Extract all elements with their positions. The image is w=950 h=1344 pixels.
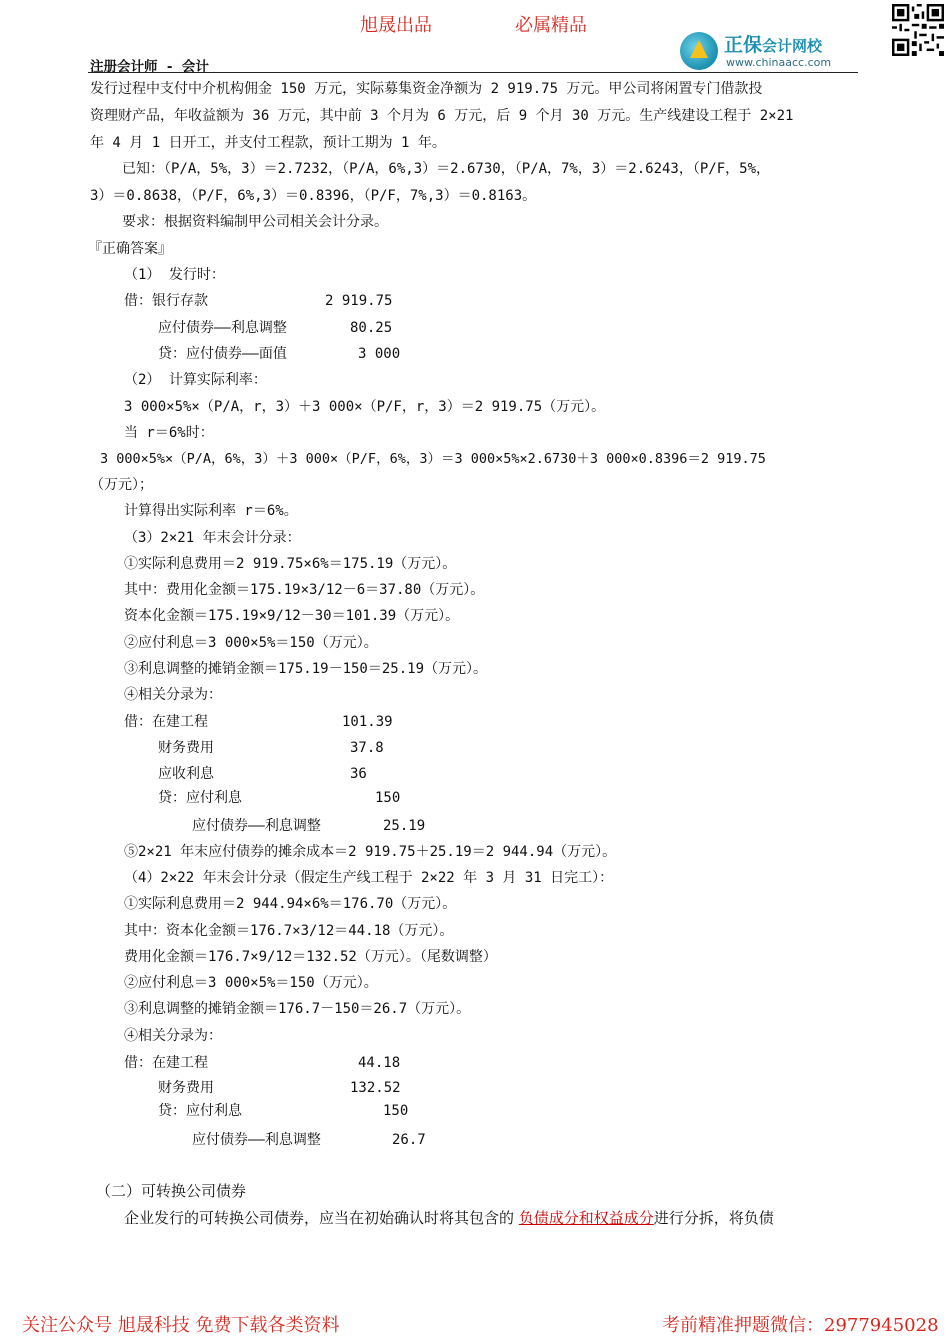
calc-line: ④相关分录为：	[124, 687, 222, 703]
calc-line: 费用化金额＝176.7×9/12＝132.52（万元）。（尾数调整）	[124, 949, 497, 965]
qr-code-icon	[892, 4, 944, 56]
journal-amount: 80.25	[350, 320, 393, 336]
calc-line: ④相关分录为：	[124, 1028, 222, 1044]
journal-amount: 2 919.75	[325, 293, 393, 309]
journal-account: 借：在建工程	[124, 1055, 208, 1071]
calc-line: ②应付利息＝3 000×5%＝150（万元）。	[124, 635, 378, 651]
requirement-line: 要求：根据资料编制甲公司相关会计分录。	[122, 214, 388, 230]
journal-account: 借：银行存款	[124, 293, 208, 309]
footer-right-text: 考前精准押题微信：2977945028	[662, 1315, 939, 1336]
equation-line: （万元）；	[90, 477, 153, 493]
journal-account: 财务费用	[158, 740, 214, 756]
paragraph-line: 资理财产品，年收益额为 36 万元，其中前 3 个月为 6 万元，后 9 个月 30 万元。生产线建设工程于 2×21	[90, 108, 794, 124]
section-title: （4）2×22 年末会计分录（假定生产线工程于 2×22 年 3 月 31 日完工）：	[124, 870, 614, 886]
journal-amount: 150	[375, 790, 401, 806]
journal-account: 应收利息	[158, 766, 214, 782]
known-values-line: 3）＝0.8638，（P/F，6%,3）＝0.8396，（P/F，7%,3）＝0.8163。	[90, 188, 537, 204]
logo-name: 正保会计网校	[724, 34, 823, 56]
calc-line: ①实际利息费用＝2 919.75×6%＝175.19（万元）。	[124, 556, 457, 572]
section-title: （1） 发行时：	[124, 267, 225, 283]
section-heading: （二）可转换公司债券	[96, 1182, 247, 1200]
paragraph-line: 发行过程中支付中介机构佣金 150 万元，实际募集资金净额为 2 919.75 万元。甲公司将闲置专门借款投	[90, 81, 763, 97]
journal-amount: 3 000	[358, 346, 401, 362]
journal-account: 贷：应付债券——面值	[158, 346, 287, 362]
journal-account: 贷：应付利息	[158, 1103, 242, 1119]
journal-account: 财务费用	[158, 1080, 214, 1096]
footer-left-text: 关注公众号 旭晟科技 免费下载各类资料	[22, 1315, 340, 1336]
journal-account: 贷：应付利息	[158, 790, 242, 806]
journal-amount: 101.39	[342, 714, 393, 730]
section-title: （2） 计算实际利率：	[124, 372, 267, 388]
journal-account: 借：在建工程	[124, 714, 208, 730]
logo-url: www.chinaacc.com	[726, 56, 832, 69]
paragraph-line: 年 4 月 1 日开工，并支付工程款，预计工期为 1 年。	[90, 135, 446, 151]
journal-amount: 37.8	[350, 740, 384, 756]
known-values-line: 已知：（P/A，5%，3）＝2.7232，（P/A，6%,3）＝2.6730，（P/A，7%，3）＝2.6243，（P/F，5%，	[122, 161, 771, 177]
journal-account: 应付债券——利息调整	[192, 1132, 321, 1148]
journal-amount: 132.52	[350, 1080, 401, 1096]
calc-line: ①实际利息费用＝2 944.94×6%＝176.70（万元）。	[124, 896, 457, 912]
calc-line: ②应付利息＝3 000×5%＝150（万元）。	[124, 975, 378, 991]
logo-icon	[680, 32, 718, 70]
calc-line: 其中：资本化金额＝176.7×3/12＝44.18（万元）。	[124, 923, 454, 939]
calc-line: ③利息调整的摊销金额＝175.19－150＝25.19（万元）。	[124, 661, 488, 677]
journal-amount: 150	[383, 1103, 409, 1119]
equation-line: 3 000×5%×（P/A，r，3）＋3 000×（P/F，r，3）＝2 919.75（万元）。	[124, 399, 606, 415]
equation-line: 计算得出实际利率 r＝6%。	[124, 503, 298, 519]
journal-account: 应付债券——利息调整	[158, 320, 287, 336]
subject-label: 注册会计师 - 会计	[90, 59, 209, 75]
equation-line: 当 r＝6%时：	[124, 425, 214, 441]
paragraph-line: 企业发行的可转换公司债券，应当在初始确认时将其包含的 负债成分和权益成分进行分拆，将负债	[124, 1209, 774, 1227]
journal-amount: 25.19	[383, 818, 426, 834]
section-title: （3）2×21 年末会计分录：	[124, 530, 301, 546]
journal-amount: 36	[350, 766, 367, 782]
journal-amount: 26.7	[392, 1132, 426, 1148]
calc-line: ③利息调整的摊销金额＝176.7－150＝26.7（万元）。	[124, 1001, 471, 1017]
journal-amount: 44.18	[358, 1055, 401, 1071]
equation-line: 3 000×5%×（P/A，6%，3）＋3 000×（P/F，6%，3）＝3 000×5%×2.6730＋3 000×0.8396＝2 919.75	[100, 451, 766, 467]
emphasis-text: 负债成分和权益成分	[518, 1209, 654, 1227]
header-divider	[88, 72, 858, 73]
header-left-title: 旭晟出品	[360, 15, 432, 36]
header-right-title: 必属精品	[515, 15, 587, 36]
calc-line: ⑤2×21 年末应付债券的摊余成本＝2 919.75＋25.19＝2 944.94（万元）。	[124, 844, 617, 860]
calc-line: 其中：费用化金额＝175.19×3/12－6＝37.80（万元）。	[124, 582, 485, 598]
calc-line: 资本化金额＝175.19×9/12－30＝101.39（万元）。	[124, 608, 460, 624]
answer-title: 『正确答案』	[88, 241, 172, 257]
journal-account: 应付债券——利息调整	[192, 818, 321, 834]
